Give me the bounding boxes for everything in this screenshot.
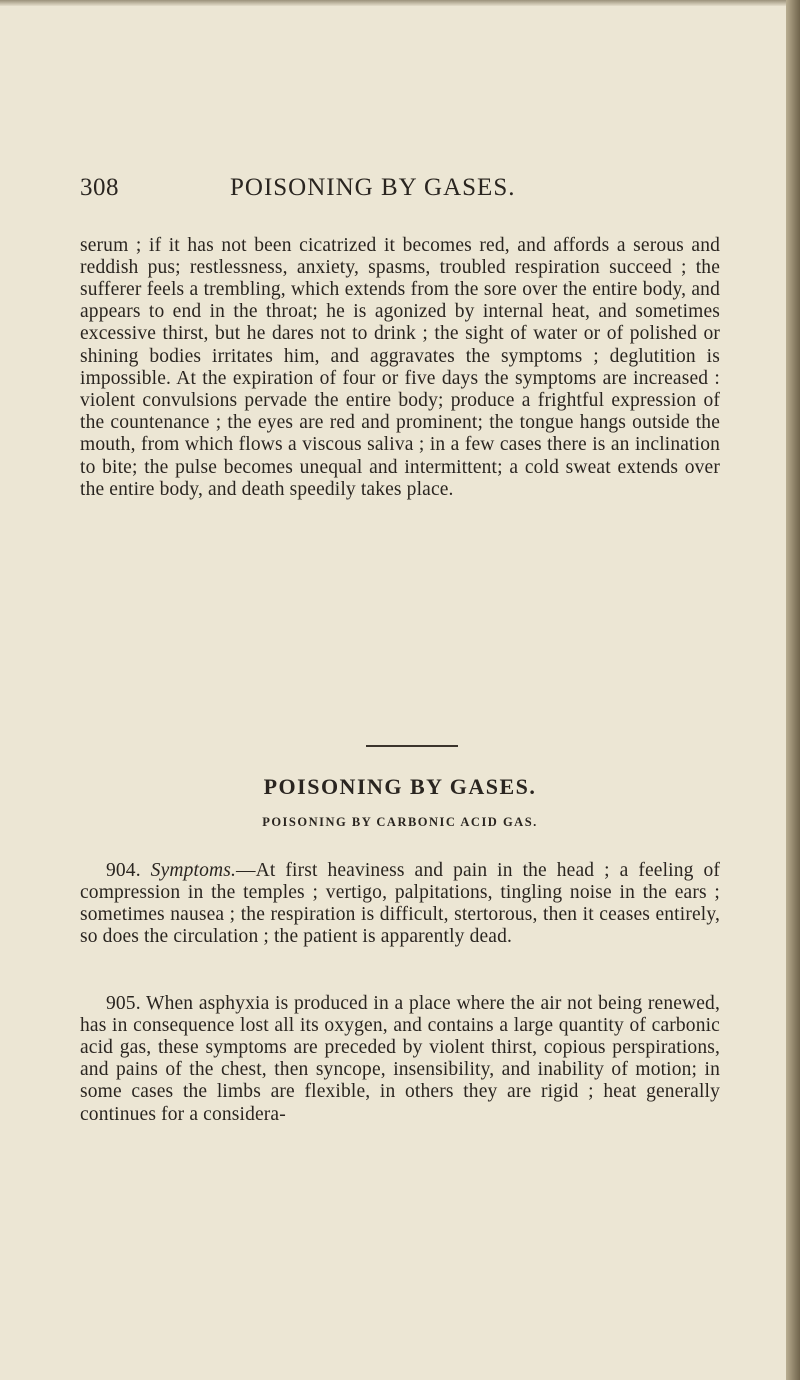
section-divider bbox=[366, 745, 458, 747]
paragraph-text: —At first heaviness and pain in the head ; a feeling of compression in the temples ; vertigo, palpitations, tingling noise in the ears ; sometimes nausea ; the respiration is difficult, stertorous, then it ceases entirely, so does the circulation ; the patient is apparently dead. bbox=[80, 859, 720, 948]
paragraph-term: Symptoms. bbox=[150, 859, 236, 881]
paragraph-number: 904. bbox=[106, 859, 141, 881]
paragraph-904 bbox=[80, 860, 720, 949]
continuation-paragraph: serum ; if it has not been cicatrized it becomes red, and affords a serous and reddish pus; restlessness, anxiety, spasms, troubled respiration succeed ; the sufferer feels a trembling, which extends from the sore over the entire body, and appears to end in the throat; he is agonized by internal heat, and sometimes excessive thirst, but he dares not to drink ; the sight of water or of polished or shining bodies irritates him, and aggravates the symptoms ; deglutition is impossible. At the expiration of four or five days the symptoms are increased : violent convulsions pervade the entire body; produce a frightful expression of the countenance ; the eyes are red and prominent; the tongue hangs outside the mouth, from which flows a viscous saliva ; in a few cases there is an inclination to bite; the pulse becomes unequal and intermittent; a cold sweat extends over the entire body, and death speedily takes place. bbox=[80, 234, 720, 500]
running-head bbox=[80, 174, 720, 208]
page-number: 308 bbox=[80, 174, 119, 201]
section-heading: POISONING BY GASES. bbox=[263, 774, 537, 799]
section-subheading: POISONING BY CARBONIC ACID GAS. bbox=[262, 815, 538, 829]
paragraph-number: 905. bbox=[106, 992, 141, 1014]
paragraph-905 bbox=[80, 993, 720, 1126]
paragraph-text: When asphyxia is produced in a place where the air not being renewed, has in consequence lost all its oxygen, and contains a large quantity of carbonic acid gas, these symptoms are preceded by violent thirst, copious perspirations, and pains of the chest, then syncope, insensibility, and inability of motion; in some cases the limbs are flexible, in others they are rigid ; heat generally continues for a considera- bbox=[80, 992, 720, 1125]
running-title: POISONING BY GASES. bbox=[230, 174, 516, 201]
page-top-edge bbox=[0, 0, 786, 6]
book-spine-edge bbox=[786, 0, 800, 1380]
